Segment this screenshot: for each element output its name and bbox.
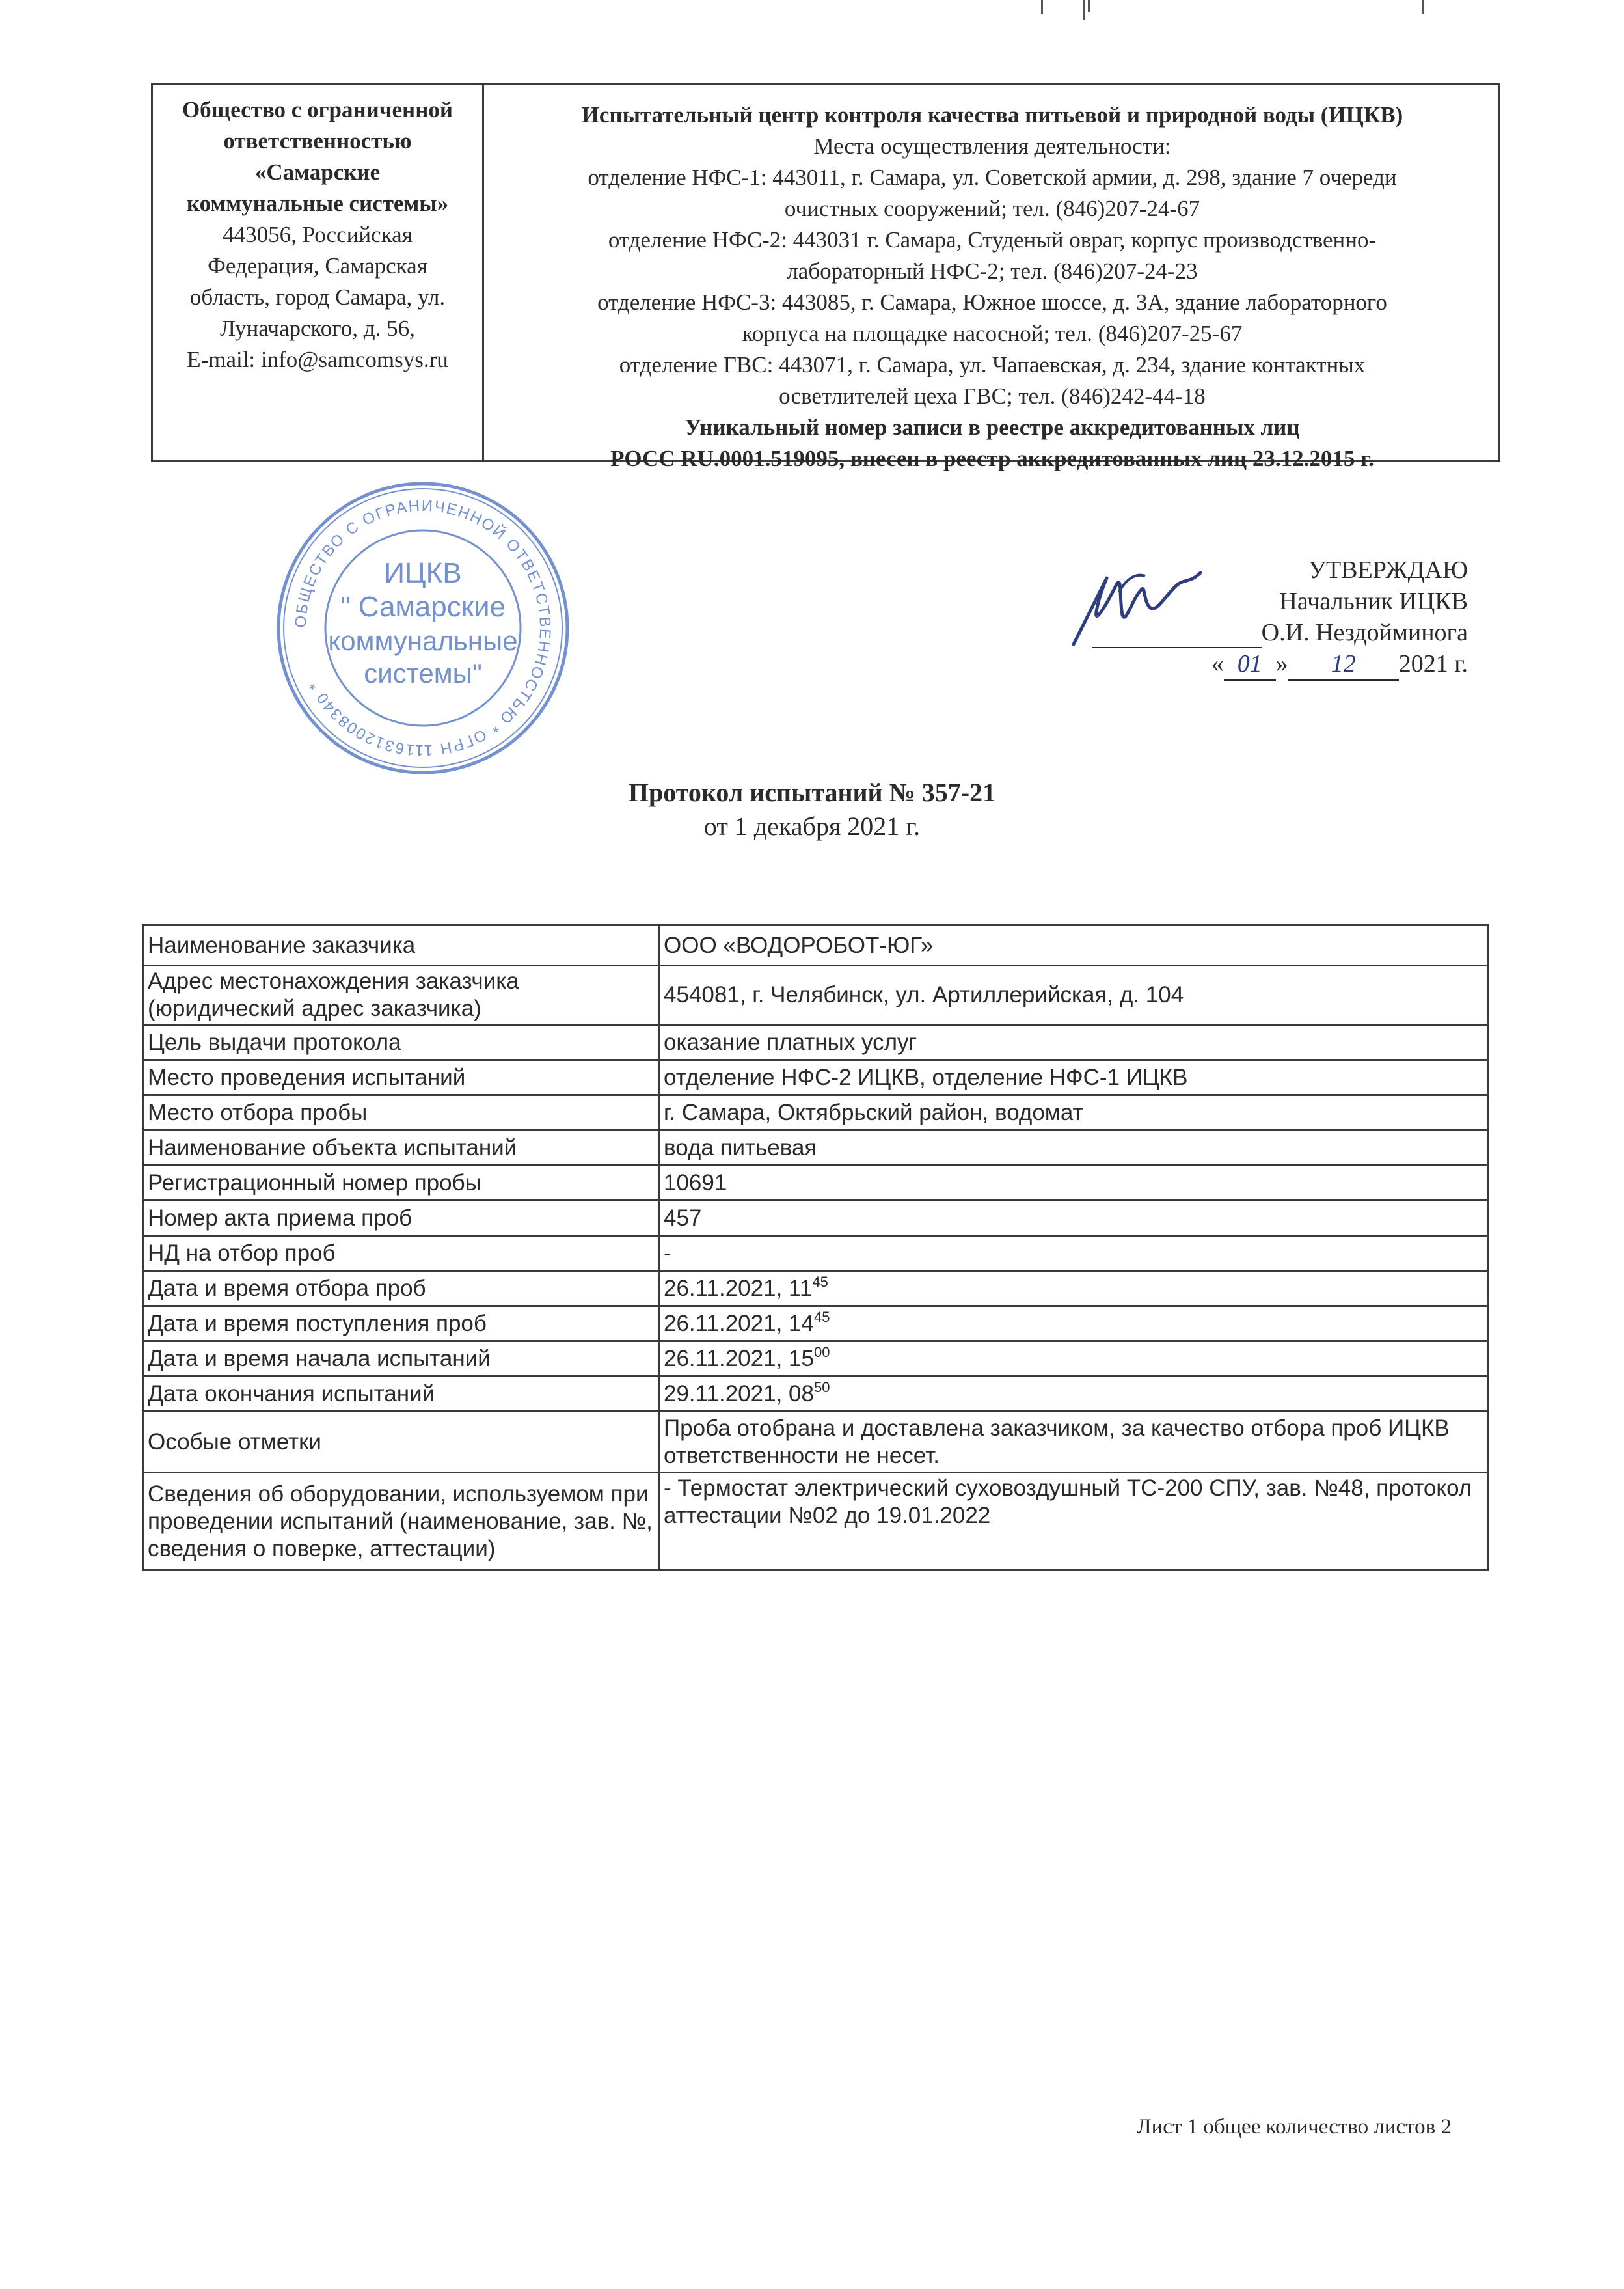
row-value <box>659 1095 1488 1131</box>
row-value <box>659 1131 1488 1166</box>
table-row <box>143 1412 1488 1473</box>
row-label: Регистрационный номер пробы <box>143 1166 659 1201</box>
row-value <box>659 1236 1488 1271</box>
table-row <box>143 925 1488 966</box>
row-label: Наименование объекта испытаний <box>143 1131 659 1166</box>
row-value-text: Проба отобрана и доставлена заказчиком, за качество отбора проб ИЦКВ ответственности не несет. <box>664 1415 1450 1468</box>
row-value <box>659 925 1488 966</box>
stamp-text: ИЦКВ <box>384 557 462 589</box>
row-value-text: 454081, г. Челябинск, ул. Артиллерийская, д. 104 <box>664 982 1184 1007</box>
scan-mark <box>1422 0 1424 14</box>
table-row <box>143 1025 1488 1060</box>
date-quote: « <box>1211 650 1224 678</box>
date-quote: » <box>1275 650 1288 678</box>
org-name-line: Общество с ограниченной <box>182 97 453 122</box>
header-block <box>151 83 1500 471</box>
row-value-text: - <box>664 1240 671 1266</box>
department-line: отделение НФС-2: 443031 г. Самара, Студеный овраг, корпус производственно- <box>608 227 1377 253</box>
approval-date <box>1092 648 1468 681</box>
table-row <box>143 1060 1488 1095</box>
protocol-info-table <box>142 924 1489 1571</box>
row-value <box>659 966 1488 1025</box>
row-value-text: 26.11.2021, 11 <box>664 1275 813 1301</box>
stamp-ring-text: ОБЩЕСТВО С ОГРАНИЧЕННОЙ ОТВЕТСТВЕННОСТЬЮ * ОГРН 1116312008340 * <box>291 497 554 760</box>
test-center-info <box>484 85 1500 474</box>
protocol-date: от 1 декабря 2021 г. <box>703 812 921 841</box>
row-label: Особые отметки <box>143 1412 659 1473</box>
time-minutes: 45 <box>813 1308 830 1325</box>
org-address-line: область, город Самара, ул. <box>189 284 446 310</box>
row-value-text: 10691 <box>664 1170 727 1196</box>
row-value-text: 29.11.2021, 08 <box>664 1380 814 1406</box>
organization-info <box>153 85 484 460</box>
row-label: Номер акта приема проб <box>143 1201 659 1236</box>
row-value <box>659 1306 1488 1341</box>
table-row <box>143 1377 1488 1412</box>
approve-label: УТВЕРЖДАЮ <box>1308 556 1468 584</box>
row-label: Дата и время поступления проб <box>143 1306 659 1341</box>
row-value <box>659 1341 1488 1377</box>
approver-position: Начальник ИЦКВ <box>1279 588 1468 615</box>
department-line: отделение ГВС: 443071, г. Самара, ул. Чапаевская, д. 234, здание контактных <box>619 352 1366 377</box>
registry-label: Уникальный номер записи в реестре аккредитованных лиц <box>684 415 1300 440</box>
row-value <box>659 1201 1488 1236</box>
stamp-text: системы" <box>364 658 482 689</box>
row-value-text: 457 <box>664 1205 702 1231</box>
org-address-line: Луначарского, д. 56, <box>220 316 415 341</box>
department-line: отделение НФС-3: 443085, г. Самара, Южное шоссе, д. 3А, здание лабораторного <box>597 290 1387 315</box>
row-label: Дата окончания испытаний <box>143 1377 659 1412</box>
table-row <box>143 1473 1488 1570</box>
row-label: Сведения об оборудовании, используемом при проведении испытаний (наименование, зав. №, сведения о поверке, аттестации) <box>143 1473 659 1570</box>
row-value-text: оказание платных услуг <box>664 1029 917 1055</box>
row-value <box>659 1271 1488 1306</box>
stamp-text: коммунальные <box>328 625 518 656</box>
table-row <box>143 1271 1488 1306</box>
places-label: Места осуществления деятельности: <box>813 133 1171 159</box>
registry-value: РОСС RU.0001.519095, внесен в реестр аккредитованных лиц 23.12.2015 г. <box>610 446 1374 471</box>
approval-month: 12 <box>1288 648 1399 681</box>
approver-name: О.И. Нездойминога <box>1261 619 1468 646</box>
time-minutes: 50 <box>813 1378 830 1395</box>
department-line: очистных сооружений; тел. (846)207-24-67 <box>784 196 1200 221</box>
signature-line <box>1092 621 1262 648</box>
row-label: Адрес местонахождения заказчика (юридический адрес заказчика) <box>143 966 659 1025</box>
department-line: отделение НФС-1: 443011, г. Самара, ул. Советской армии, д. 298, здание 7 очереди <box>588 165 1397 190</box>
scan-mark <box>1041 0 1043 14</box>
protocol-title: Протокол испытаний № 357-21 <box>628 778 996 807</box>
scan-mark <box>1088 0 1090 12</box>
row-value-text: - Термостат электрический суховоздушный ТС-200 СПУ, зав. №48, протокол аттестации №02 до 19.01.2022 <box>664 1475 1472 1528</box>
approval-year: 2021 г. <box>1398 650 1468 678</box>
row-value <box>659 1412 1488 1473</box>
table-row <box>143 966 1488 1025</box>
approver-name-line <box>1092 617 1468 648</box>
table-row <box>143 1201 1488 1236</box>
table-row <box>143 1306 1488 1341</box>
table-row <box>143 1166 1488 1201</box>
approval-block <box>1092 555 1468 681</box>
row-value-text: г. Самара, Октябрьский район, водомат <box>664 1099 1083 1125</box>
table-row <box>143 1341 1488 1377</box>
table-row <box>143 1095 1488 1131</box>
department-line: корпуса на площадке насосной; тел. (846)207-25-67 <box>742 321 1243 346</box>
scan-mark <box>1083 0 1085 20</box>
row-value <box>659 1025 1488 1060</box>
org-address-line: Федерация, Самарская <box>208 253 427 279</box>
row-value <box>659 1060 1488 1095</box>
row-value-text: ООО «ВОДОРОБОТ-ЮГ» <box>664 932 934 958</box>
org-email: E-mail: info@samcomsys.ru <box>187 347 448 372</box>
protocol-title-block <box>0 776 1624 843</box>
row-value-text: 26.11.2021, 15 <box>664 1345 814 1371</box>
row-label: Наименование заказчика <box>143 925 659 966</box>
test-center-title: Испытательный центр контроля качества питьевой и природной воды (ИЦКВ) <box>581 102 1403 128</box>
row-label: Место проведения испытаний <box>143 1060 659 1095</box>
page-counter: Лист 1 общее количество листов 2 <box>1137 2115 1452 2139</box>
row-value-text: отделение НФС-2 ИЦКВ, отделение НФС-1 ИЦКВ <box>664 1064 1188 1090</box>
org-name-line: «Самарские <box>254 159 381 185</box>
approval-day: 01 <box>1224 648 1276 681</box>
row-label: Дата и время отбора проб <box>143 1271 659 1306</box>
row-label: Дата и время начала испытаний <box>143 1341 659 1377</box>
department-line: лабораторный НФС-2; тел. (846)207-24-23 <box>787 258 1198 284</box>
time-minutes: 45 <box>812 1273 828 1290</box>
department-line: осветлителей цеха ГВС; тел. (846)242-44-18 <box>779 383 1206 409</box>
row-value <box>659 1166 1488 1201</box>
stamp-text: " Самарские <box>340 591 506 623</box>
table-row <box>143 1131 1488 1166</box>
row-value-text: 26.11.2021, 14 <box>664 1310 814 1336</box>
table-row <box>143 1236 1488 1271</box>
time-minutes: 00 <box>813 1343 830 1360</box>
organization-stamp <box>273 478 573 778</box>
row-label: НД на отбор проб <box>143 1236 659 1271</box>
row-label: Место отбора пробы <box>143 1095 659 1131</box>
row-value-text: вода питьевая <box>664 1134 817 1160</box>
org-address-line: 443056, Российская <box>223 222 413 247</box>
org-name-line: коммунальные системы» <box>186 191 449 216</box>
row-value <box>659 1473 1488 1570</box>
org-name-line: ответственностью <box>223 128 412 154</box>
row-value <box>659 1377 1488 1412</box>
row-label: Цель выдачи протокола <box>143 1025 659 1060</box>
